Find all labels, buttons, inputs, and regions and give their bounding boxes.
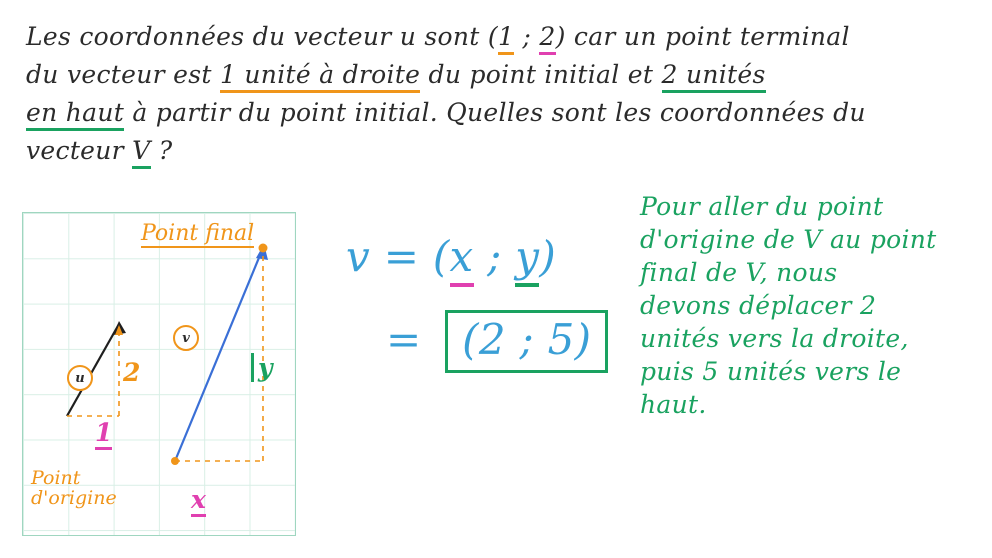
equation-v-symbol: v xyxy=(346,232,371,281)
equation-y-term: y xyxy=(515,232,539,287)
vector-v-badge: v xyxy=(173,325,199,351)
statement-line-2 xyxy=(26,56,974,94)
explanation-line: unités vers la droite, xyxy=(640,324,909,353)
highlight-coord-y: 2 xyxy=(539,22,555,55)
equation-separator: ; xyxy=(473,232,516,281)
vector-v-line xyxy=(175,248,263,461)
statement-line-4 xyxy=(26,132,974,170)
explanation-line: puis 5 unités vers le xyxy=(640,357,902,386)
statement-text: vecteur xyxy=(26,136,133,165)
explanation-note xyxy=(640,190,970,421)
statement-line-1 xyxy=(26,18,974,56)
label-u-rise: 2 xyxy=(123,358,141,387)
equation-paren-open: ( xyxy=(432,232,450,281)
label-y-component: y xyxy=(251,353,273,382)
highlight-vector-v: V xyxy=(132,136,150,169)
statement-text: Les coordonnées du vecteur u sont ( xyxy=(26,22,498,51)
explanation-line: devons déplacer 2 xyxy=(640,291,877,320)
statement-text: ; xyxy=(514,22,540,51)
explanation-line: Pour aller du point xyxy=(640,192,884,221)
statement-text: ? xyxy=(150,136,173,165)
highlight-two-units: 2 unités xyxy=(662,60,766,93)
label-point-final: Point final xyxy=(141,221,255,246)
label-point-origine xyxy=(31,468,117,508)
label-x-component: x xyxy=(191,485,206,517)
statement-text: du point initial et xyxy=(420,60,662,89)
equation-paren-close: ) xyxy=(539,232,557,281)
v-terminal-point xyxy=(259,244,268,253)
equation-equals-2: = xyxy=(386,315,422,364)
highlight-up: en haut xyxy=(26,98,124,131)
explanation-line: haut. xyxy=(640,390,707,419)
label-point-origine-line1: Point xyxy=(31,467,81,489)
statement-text: ) car un point terminal xyxy=(555,22,850,51)
equation-row-components xyxy=(346,232,556,281)
equation-equals: = xyxy=(383,232,420,281)
answer-box: (2 ; 5) xyxy=(445,310,608,373)
label-u-run: 1 xyxy=(95,418,112,450)
statement-text: du vecteur est xyxy=(26,60,220,89)
explanation-line: final de V, nous xyxy=(640,258,838,287)
vector-u-badge: u xyxy=(67,365,93,391)
problem-statement xyxy=(26,18,974,170)
equation-row-answer xyxy=(386,310,608,373)
equation-x-term: x xyxy=(450,232,474,287)
coordinate-grid-plot xyxy=(22,212,296,536)
label-point-origine-line2: d'origine xyxy=(31,487,117,509)
statement-text: à partir du point initial. Quelles sont les coordonnées du xyxy=(124,98,866,127)
statement-line-3 xyxy=(26,94,974,132)
highlight-coord-x: 1 xyxy=(498,22,514,55)
explanation-line: d'origine de V au point xyxy=(640,225,937,254)
highlight-one-unit-right: 1 unité à droite xyxy=(220,60,420,93)
